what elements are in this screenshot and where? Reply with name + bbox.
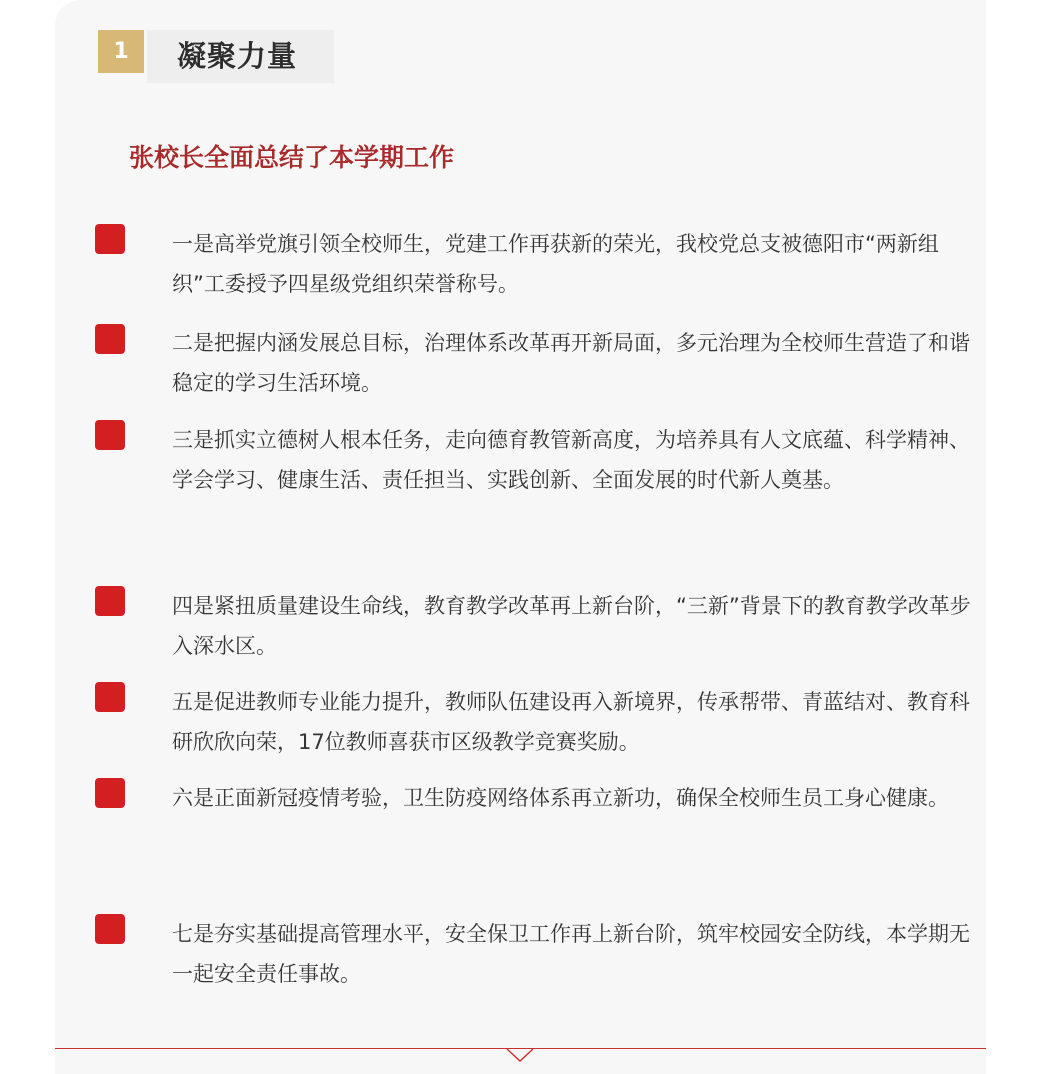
- red-square-bullet-icon: [95, 324, 125, 354]
- list-item-text: 六是正面新冠疫情考验，卫生防疫网络体系再立新功，确保全校师生员工身心健康。: [172, 786, 949, 810]
- red-square-bullet-icon: [95, 778, 125, 808]
- list-item-text: 四是紧扭质量建设生命线，教育教学改革再上新台阶，“三新”背景下的教育教学改革步入深水区。: [172, 594, 971, 658]
- red-square-bullet-icon: [95, 224, 125, 254]
- list-item-text: 二是把握内涵发展总目标，治理体系改革再开新局面，多元治理为全校师生营造了和谐稳定的学习生活环境。: [172, 331, 970, 395]
- list-item-text: 一是高举党旗引领全校师生，党建工作再获新的荣光，我校党总支被德阳市“两新组织”工委授予四星级党组织荣誉称号。: [172, 232, 939, 296]
- subtitle: 张校长全面总结了本学期工作: [129, 143, 455, 172]
- list-item-text: 七是夯实基础提高管理水平，安全保卫工作再上新台阶，筑牢校园安全防线，本学期无一起安全责任事故。: [172, 922, 970, 986]
- red-square-bullet-icon: [95, 420, 125, 450]
- red-square-bullet-icon: [95, 914, 125, 944]
- section-number-badge: 1: [98, 30, 144, 73]
- section-title: 凝聚力量: [177, 39, 298, 73]
- red-square-bullet-icon: [95, 586, 125, 616]
- chevron-down-icon: [506, 1048, 534, 1064]
- list-item-text: 三是抓实立德树人根本任务，走向德育教管新高度，为培养具有人文底蕴、科学精神、学会学习、健康生活、责任担当、实践创新、全面发展的时代新人奠基。: [172, 428, 970, 492]
- red-square-bullet-icon: [95, 682, 125, 712]
- list-item-text: 五是促进教师专业能力提升，教师队伍建设再入新境界，传承帮带、青蓝结对、教育科研欣欣向荣，17位教师喜获市区级教学竞赛奖励。: [172, 690, 970, 754]
